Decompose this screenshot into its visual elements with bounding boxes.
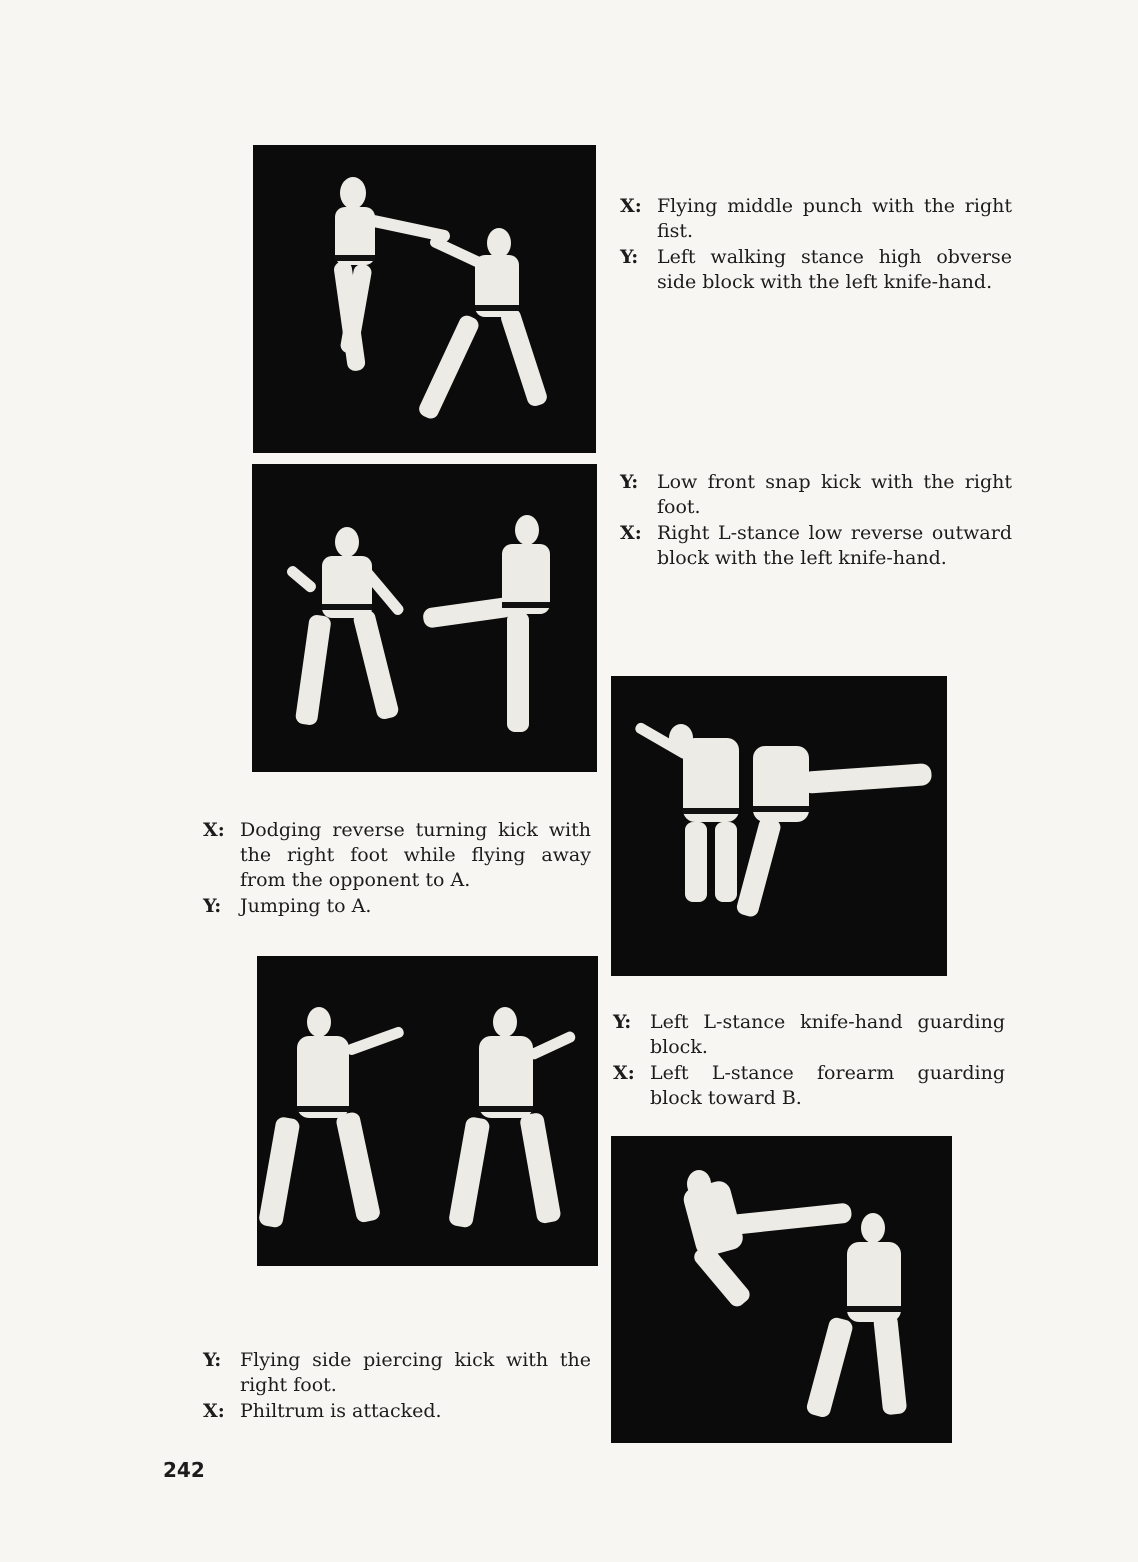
- speaker-label: Y:: [613, 1011, 632, 1033]
- caption-4: [613, 1010, 1005, 1112]
- speaker-label: X:: [620, 195, 642, 217]
- photo-flying-punch: [253, 145, 596, 453]
- caption-1: [620, 194, 1012, 296]
- caption-entry: [203, 1399, 591, 1424]
- caption-entry: [613, 1010, 1005, 1060]
- photo-side-piercing-kick: [611, 1136, 952, 1443]
- caption-entry: [203, 894, 591, 919]
- speaker-label: Y:: [203, 1349, 222, 1371]
- caption-text: Philtrum is attacked.: [240, 1400, 442, 1422]
- photo-front-snap-kick: [252, 464, 597, 772]
- caption-text: Flying side piercing kick with the right foot.: [240, 1349, 591, 1396]
- caption-2: [620, 470, 1012, 572]
- photo-guarding-blocks: [257, 956, 598, 1266]
- speaker-label: Y:: [620, 471, 639, 493]
- photo-turning-kick-illustration: [611, 676, 947, 976]
- speaker-label: X:: [613, 1062, 635, 1084]
- caption-entry: [613, 1061, 1005, 1111]
- caption-text: Jumping to A.: [240, 895, 372, 917]
- caption-text: Flying middle punch with the right fist.: [657, 195, 1012, 242]
- caption-text: Low front snap kick with the right foot.: [657, 471, 1012, 518]
- caption-entry: [203, 1348, 591, 1398]
- caption-entry: [203, 818, 591, 893]
- caption-entry: [620, 470, 1012, 520]
- caption-3: [203, 818, 591, 920]
- photo-guarding-blocks-illustration: [257, 956, 598, 1266]
- speaker-label: Y:: [620, 246, 639, 268]
- caption-entry: [620, 521, 1012, 571]
- caption-entry: [620, 194, 1012, 244]
- speaker-label: X:: [203, 819, 225, 841]
- caption-5: [203, 1348, 591, 1425]
- speaker-label: X:: [620, 522, 642, 544]
- caption-text: Left L-stance forearm guarding block toward B.: [650, 1062, 1005, 1109]
- photo-turning-kick: [611, 676, 947, 976]
- speaker-label: X:: [203, 1400, 225, 1422]
- caption-text: Left L-stance knife-hand guarding block.: [650, 1011, 1005, 1058]
- speaker-label: Y:: [203, 895, 222, 917]
- caption-entry: [620, 245, 1012, 295]
- photo-front-snap-kick-illustration: [252, 464, 597, 772]
- caption-text: Left walking stance high obverse side block with the left knife-hand.: [657, 246, 1012, 293]
- page-number: 242: [163, 1458, 205, 1482]
- caption-text: Dodging reverse turning kick with the right foot while flying away from the opponent to A.: [240, 819, 591, 891]
- photo-side-piercing-kick-illustration: [611, 1136, 952, 1443]
- caption-text: Right L-stance low reverse outward block with the left knife-hand.: [657, 522, 1012, 569]
- photo-flying-punch-illustration: [253, 145, 596, 453]
